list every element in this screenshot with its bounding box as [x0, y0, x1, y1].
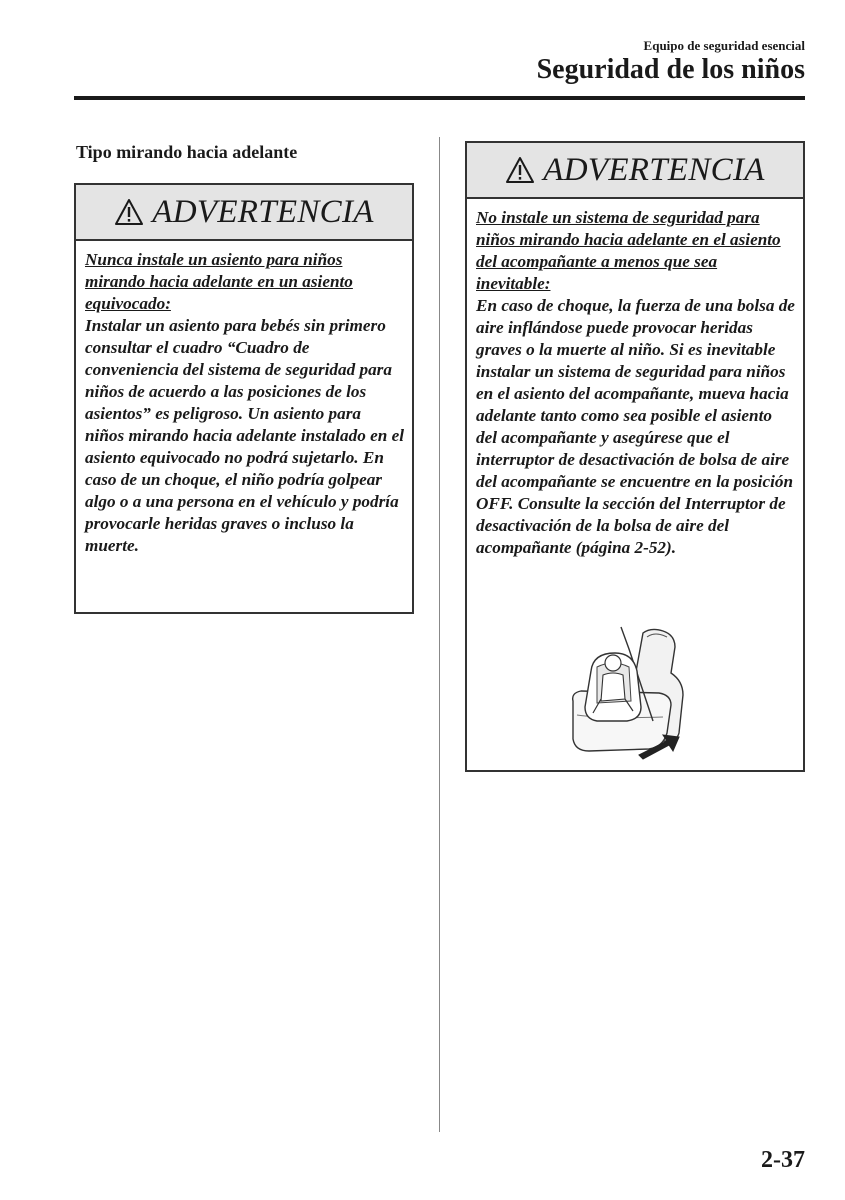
warning-body: [76, 241, 412, 565]
warning-box-right: [465, 141, 805, 772]
warning-lead: Nunca instale un asiento para niños mirando hacia adelante en un asiento equivocado:: [85, 250, 353, 313]
child-seat-illustration: [563, 623, 713, 763]
warning-text: Instalar un asiento para bebés sin primero consultar el cuadro “Cuadro de conveniencia del sistema de seguridad para niños de acuerdo a las posiciones de los asientos” es peligroso. Un asiento para niños mirando hacia adelante instalado en el asiento equivocado no podrá sujetarlo. En caso de un choque, el niño podría golpear algo o a una persona en el vehículo y podría provocarle heridas graves o incluso la muerte.: [85, 316, 404, 555]
warning-text: En caso de choque, la fuerza de una bolsa de aire inflándose puede provocar heridas graves o la muerte al niño. Si es inevitable instalar un sistema de seguridad para niños en el asiento del acompañante, mueva hacia adelante tanto como sea posible el asiento del acompañante y asegúrese que el interruptor de desactivación de bolsa de aire del acompañante se encuentre en la posición OFF. Consulte la sección del Interruptor de desactivación de la bolsa de aire del acompañante (página 2-52).: [476, 296, 795, 557]
column-divider: [439, 137, 440, 1132]
warning-lead: No instale un sistema de seguridad para niños mirando hacia adelante en el asiento del acompañante a menos que sea inevitable:: [476, 208, 781, 293]
warning-triangle-icon: [505, 156, 535, 184]
page-number: 2-37: [761, 1147, 805, 1173]
subheading: Tipo mirando hacia adelante: [76, 142, 298, 162]
page-title: Seguridad de los niños: [536, 54, 805, 85]
header-rule: [74, 96, 805, 100]
warning-header: [76, 185, 412, 241]
warning-box-left: [74, 183, 414, 614]
warning-body: [467, 199, 803, 567]
warning-triangle-icon: [114, 198, 144, 226]
warning-title: ADVERTENCIA: [543, 151, 765, 188]
warning-title: ADVERTENCIA: [152, 193, 374, 230]
warning-header: [467, 143, 803, 199]
section-label: Equipo de seguridad esencial: [643, 38, 805, 53]
